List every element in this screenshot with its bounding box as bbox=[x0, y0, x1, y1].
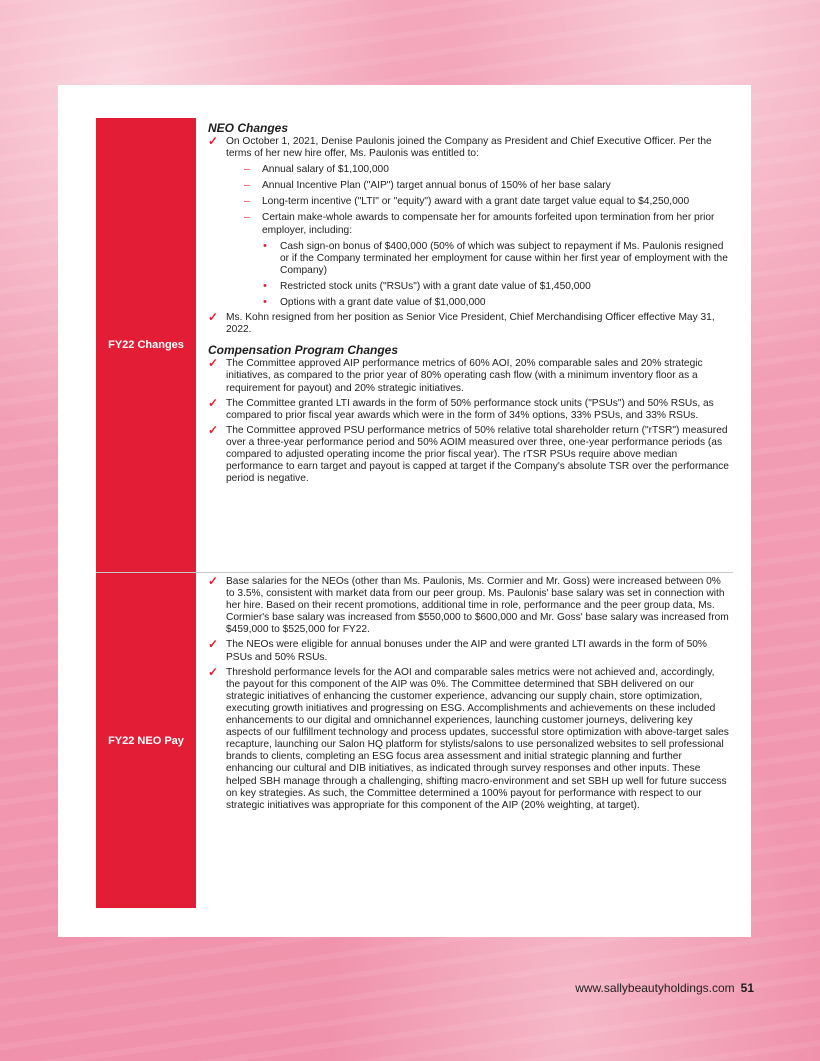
bullet-icon: • bbox=[263, 296, 267, 309]
check-icon: ✓ bbox=[208, 574, 219, 588]
fy22-changes-label: FY22 Changes bbox=[108, 339, 184, 351]
bullet-item bbox=[226, 281, 730, 293]
check-icon: ✓ bbox=[208, 664, 219, 679]
neo-change-text: Ms. Kohn resigned from her position as Senior Vice President, Chief Merchandising Officer effective May 31, 2022. bbox=[226, 312, 715, 336]
check-icon: ✓ bbox=[208, 395, 219, 410]
fy22-neo-pay-content bbox=[208, 576, 730, 815]
dash-item bbox=[226, 196, 730, 208]
neo-change-text: On October 1, 2021, Denise Paulonis joined the Company as President and Chief Executive Officer. Per the terms of her new hire offer, Ms. Paulonis was entitled to: bbox=[226, 136, 712, 160]
dash-icon: – bbox=[244, 180, 250, 192]
dash-item bbox=[226, 180, 730, 192]
content-card bbox=[58, 85, 751, 937]
neo-pay-item bbox=[208, 639, 730, 663]
bullet-icon: • bbox=[263, 279, 267, 292]
bullet-item bbox=[226, 297, 730, 309]
neo-changes-heading: NEO Changes bbox=[208, 121, 289, 135]
neo-pay-item bbox=[208, 576, 730, 636]
dash-item-text: Long-term incentive ("LTI" or "equity") award with a grant date target value equal to $4,250,000 bbox=[262, 196, 690, 208]
comp-change-item bbox=[208, 395, 730, 422]
bullet-icon: • bbox=[263, 239, 267, 252]
bullet-item-text: Cash sign-on bonus of $400,000 (50% of which was subject to repayment if Ms. Paulonis resigned or if the Company terminated her employment for cause within her first year of employment with the Company) bbox=[280, 240, 728, 276]
fy22-changes-content bbox=[208, 122, 730, 488]
dash-item-text: Annual Incentive Plan ("AIP") target annual bonus of 150% of her base salary bbox=[262, 180, 611, 192]
dash-item bbox=[226, 212, 730, 236]
neo-pay-item bbox=[208, 664, 730, 812]
fy22-neo-pay-label: FY22 NEO Pay bbox=[108, 734, 184, 747]
comp-change-item bbox=[208, 422, 730, 485]
fy22-changes-label-box bbox=[96, 118, 196, 572]
comp-change-text: The Committee granted LTI awards in the form of 50% performance stock units ("PSUs") and 50% RSUs, as compared to prior fiscal year awards which were in the form of 34% options, 33% PSUs, and 33% RSUs. bbox=[226, 397, 714, 421]
neo-pay-text: The NEOs were eligible for annual bonuses under the AIP and were granted LTI awards in the form of 50% PSUs and 50% RSUs. bbox=[226, 639, 707, 663]
check-icon: ✓ bbox=[208, 422, 219, 437]
dash-item bbox=[226, 164, 730, 176]
check-icon: ✓ bbox=[208, 134, 219, 148]
check-icon: ✓ bbox=[208, 637, 219, 652]
neo-pay-text: Threshold performance levels for the AOI and comparable sales metrics were not achieved and, accordingly, the payout for this component of the AIP was 0%. The Committee determined that SBH delivered on our strategic initiatives of enhancing the customer experience, advancing our supply chain, store optimization, executing growth initiatives and progressing on ESG. Accomplishments and achievements on these included enhancements to our digital and omnichannel experiences, launching customer journeys, delivering key aspects of our fulfillment technology and process updates, successful store optimization with above-target sales recapture, launching our Salon HQ platform for stylists/salons to use personalized websites to sell professional brands to clients, completing an ESG focus area assessment and initial strategic planning and further enhancing our cultural and DIB initiatives, as indicated through survey responses and other inputs. These helped SBH manage through a challenging, shifting macro-environment and set SBH up well for future success on key strategies. As such, the Committee determined a 100% payout for performance with respect to our strategic initiatives was appropriate for this component of the AIP (20% weighting, at target). bbox=[226, 666, 729, 811]
neo-change-item bbox=[208, 312, 730, 336]
page-number: 51 bbox=[740, 981, 754, 995]
comp-change-text: The Committee approved AIP performance metrics of 60% AOI, 20% comparable sales and 20% strategic initiatives, as compared to the prior year of 80% operating cash flow (with a minimum inventory floor as a requirement for payout) and 20% strategic initiatives. bbox=[226, 358, 703, 394]
comp-change-text: The Committee approved PSU performance metrics of 50% relative total shareholder return ("rTSR") measured over a three-year performance period and 50% AOIM measured over three, one-year performance periods (as compared to adjusted operating income the prior fiscal year). The rTSR PSUs require above median performance to earn target and payout is capped at target if the Company's absolute TSR over the performance period is negative. bbox=[226, 424, 729, 485]
bullet-item bbox=[226, 241, 730, 277]
check-icon: ✓ bbox=[208, 310, 219, 325]
dash-item-text: Certain make-whole awards to compensate her for amounts forfeited upon termination from her prior employer, including: bbox=[262, 212, 715, 236]
fy22-neo-pay-label-box bbox=[96, 573, 196, 908]
compensation-program-heading: Compensation Program Changes bbox=[208, 343, 399, 358]
page-footer bbox=[575, 981, 754, 995]
footer-url[interactable]: www.sallybeautyholdings.com bbox=[575, 981, 735, 995]
check-icon: ✓ bbox=[208, 356, 219, 371]
fy22-neo-pay-section bbox=[96, 572, 733, 908]
dash-icon: – bbox=[244, 212, 250, 224]
comp-change-item bbox=[208, 358, 730, 394]
neo-pay-text: Base salaries for the NEOs (other than Ms. Paulonis, Ms. Cormier and Mr. Goss) were increased between 0% to 3.5%, consistent with market data from our peer group. Ms. Paulonis' base salary was set in connection with her hire. Based on their recent promotions, additional time in role, performance and the peer group data, Ms. Cormier's base salary was increased from $550,000 to $600,000 and Mr. Goss' base salary was increased from $459,000 to $525,000 for FY22. bbox=[226, 576, 729, 636]
dash-item-text: Annual salary of $1,100,000 bbox=[262, 164, 389, 176]
neo-change-item bbox=[208, 136, 730, 309]
bullet-item-text: Restricted stock units ("RSUs") with a grant date value of $1,450,000 bbox=[280, 280, 591, 292]
dash-icon: – bbox=[244, 196, 250, 208]
dash-icon: – bbox=[244, 164, 250, 176]
bullet-item-text: Options with a grant date value of $1,000,000 bbox=[280, 297, 486, 309]
fy22-changes-section bbox=[96, 118, 733, 572]
